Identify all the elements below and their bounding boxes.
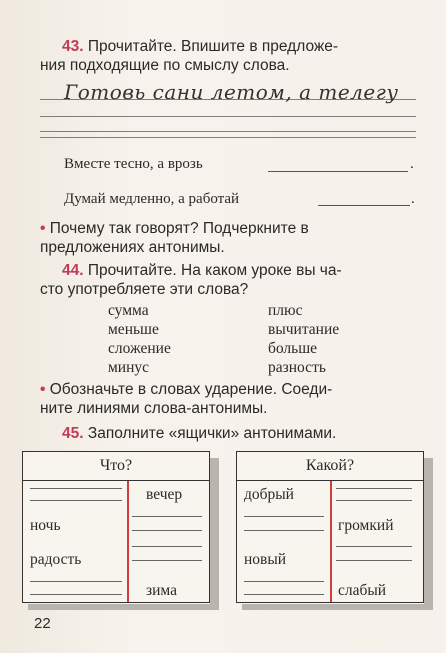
ex43-question-text: Почему так говорят? Подчеркните в — [49, 220, 309, 237]
ex43-question-line2: предложениях антонимы. — [40, 239, 225, 256]
page-number: 22 — [34, 615, 51, 632]
ex45-number: 45. — [62, 425, 84, 442]
math-word: вычитание — [268, 321, 340, 338]
box-word: слабый — [338, 582, 387, 599]
box-word: радость — [30, 551, 82, 568]
answer-line[interactable] — [336, 488, 412, 489]
math-word: меньше — [108, 321, 159, 338]
answer-line[interactable] — [30, 500, 122, 501]
box-header: Какой? — [237, 452, 423, 481]
answer-line[interactable] — [132, 560, 202, 561]
ex43-instruction-line2: ния подходящие по смыслу слова. — [40, 57, 290, 74]
ex45-instruction — [62, 424, 336, 443]
box-word: громкий — [338, 517, 394, 534]
answer-line[interactable] — [132, 530, 202, 531]
ex44-task-text: Обозначьте в словах ударение. Соеди- — [49, 381, 333, 398]
math-word: больше — [268, 340, 318, 357]
proverb-1-period: . — [410, 156, 414, 172]
math-word: сложение — [108, 340, 171, 357]
box-shadow — [424, 458, 433, 610]
writing-line — [40, 116, 416, 117]
ex44-instruction-line2: сто употребляете эти слова? — [40, 281, 249, 298]
answer-line[interactable] — [336, 500, 412, 501]
box-shadow — [242, 604, 432, 610]
answer-line[interactable] — [244, 516, 324, 517]
proverb-1-blank[interactable] — [268, 171, 408, 172]
answer-line[interactable] — [336, 560, 412, 561]
box-word: добрый — [244, 486, 294, 503]
box-word: новый — [244, 551, 287, 568]
box-divider — [127, 481, 129, 602]
answer-line[interactable] — [30, 594, 122, 595]
ex43-line1-text: Прочитайте. Впишите в предложе- — [87, 38, 339, 55]
proverb-1: Вместе тесно, а врозь — [64, 156, 203, 172]
answer-line[interactable] — [132, 546, 202, 547]
box-word: зима — [146, 582, 177, 599]
math-word: сумма — [108, 302, 149, 319]
bullet-icon: • — [40, 220, 46, 237]
proverb-2-blank[interactable] — [318, 205, 410, 206]
answer-line[interactable] — [132, 516, 202, 517]
answer-line[interactable] — [244, 581, 324, 582]
handwritten-answer: Готовь сани летом, а телегу — [64, 80, 399, 104]
ex45-text: Заполните «ящички» антонимами. — [87, 425, 337, 442]
box-divider — [330, 481, 332, 602]
ex43-instruction-line1 — [62, 37, 338, 56]
ex43-question-line1 — [40, 219, 309, 238]
ex44-line1-text: Прочитайте. На каком уроке вы ча- — [87, 262, 342, 279]
ex43-number: 43. — [62, 38, 84, 55]
answer-line[interactable] — [30, 581, 122, 582]
math-word: разность — [268, 359, 326, 376]
ex44-task-line1 — [40, 380, 332, 399]
box-word: ночь — [30, 517, 61, 534]
box-shadow — [210, 458, 219, 610]
answer-line[interactable] — [244, 530, 324, 531]
answer-line[interactable] — [244, 594, 324, 595]
box-word: вечер — [146, 486, 183, 503]
writing-line — [40, 131, 416, 132]
math-word: минус — [108, 359, 150, 376]
bullet-icon: • — [40, 381, 46, 398]
proverb-2-period: . — [411, 191, 415, 207]
ex44-instruction-line1 — [62, 261, 342, 280]
box-header: Что? — [23, 452, 209, 481]
proverb-2: Думай медленно, а работай — [64, 191, 240, 207]
writing-line — [40, 137, 416, 138]
ex44-task-line2: ните линиями слова-антонимы. — [40, 400, 268, 417]
box-shadow — [28, 604, 218, 610]
ex44-number: 44. — [62, 262, 84, 279]
answer-line[interactable] — [336, 546, 412, 547]
answer-line[interactable] — [30, 488, 122, 489]
math-word: плюс — [268, 302, 303, 319]
